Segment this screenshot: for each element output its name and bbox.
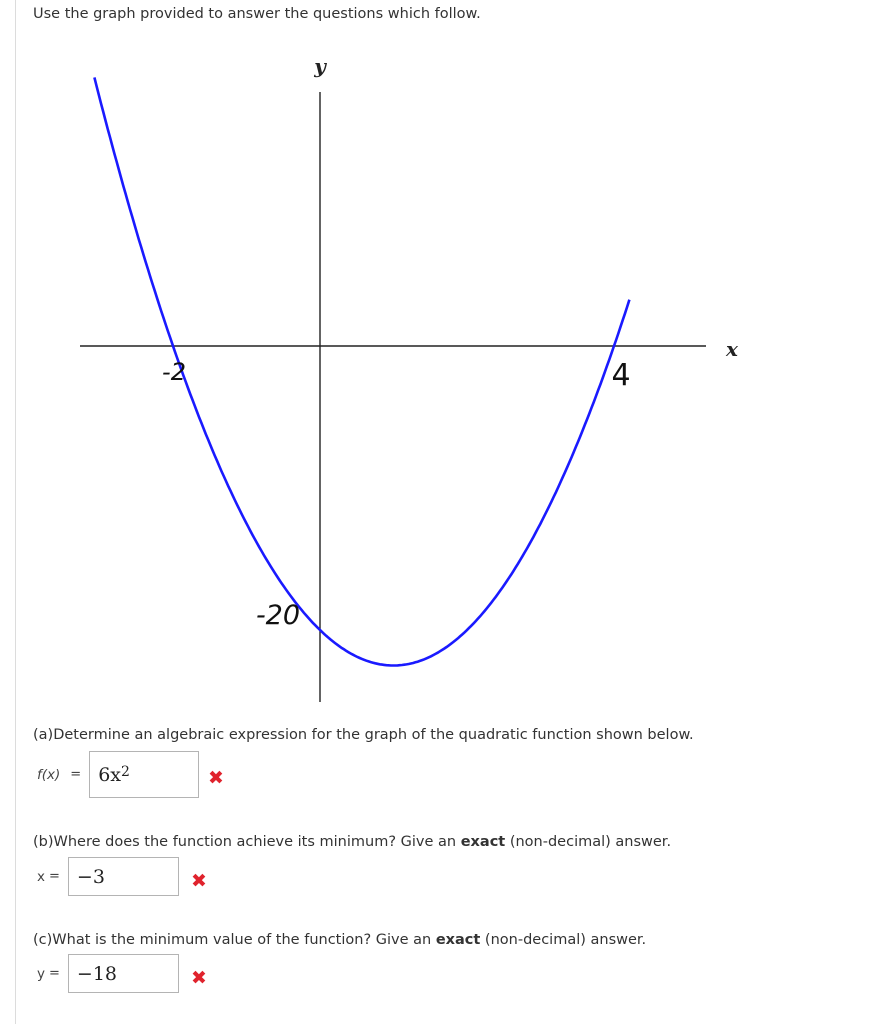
part-c-answer-row [37, 954, 179, 993]
part-a-answer-row [37, 751, 199, 798]
part-c-prompt-bold: exact [435, 932, 481, 948]
part-a-answer-field[interactable] [89, 751, 199, 798]
part-b-equals: = [49, 869, 60, 884]
part-b-label: x [37, 868, 45, 885]
part-c-answer-field[interactable] [68, 954, 179, 993]
part-b-incorrect-icon: ✖ [191, 870, 207, 892]
part-a-answer-exponent: 2 [121, 763, 130, 780]
annotation-root-left: -2 [162, 358, 186, 386]
part-b-answer-field[interactable] [68, 857, 179, 896]
part-c-equals: = [49, 966, 60, 981]
part-a-incorrect-icon: ✖ [208, 767, 224, 789]
part-b-answer-value: −3 [76, 865, 105, 888]
part-c-label: y [37, 965, 45, 982]
x-axis-label: x [726, 337, 738, 361]
part-a-label: f(x) [37, 766, 61, 783]
annotation-y-intercept: -20 [255, 600, 301, 631]
intro-text: Use the graph provided to answer the questions which follow. [33, 6, 481, 22]
part-c-prompt [33, 932, 646, 948]
part-b-prompt-bold: exact [460, 834, 506, 850]
part-a-answer-base: 6x [98, 763, 121, 786]
part-b-prompt-end: (non-decimal) answer. [505, 834, 672, 850]
part-a-prompt: (a)Determine an algebraic expression for the graph of the quadratic function shown below. [33, 727, 694, 743]
part-b-prompt-text: (b)Where does the function achieve its minimum? Give an [33, 834, 461, 850]
part-a-equals: = [70, 767, 82, 782]
y-axis-label: y [314, 54, 326, 78]
part-c-prompt-end: (non-decimal) answer. [480, 932, 647, 948]
part-c-incorrect-icon: ✖ [191, 967, 207, 989]
part-b-answer-row [37, 857, 179, 896]
part-b-prompt [33, 834, 671, 850]
annotation-root-right: 4 [611, 358, 631, 393]
part-c-prompt-text: (c)What is the minimum value of the function? Give an [33, 932, 436, 948]
part-c-answer-value: −18 [76, 962, 118, 985]
